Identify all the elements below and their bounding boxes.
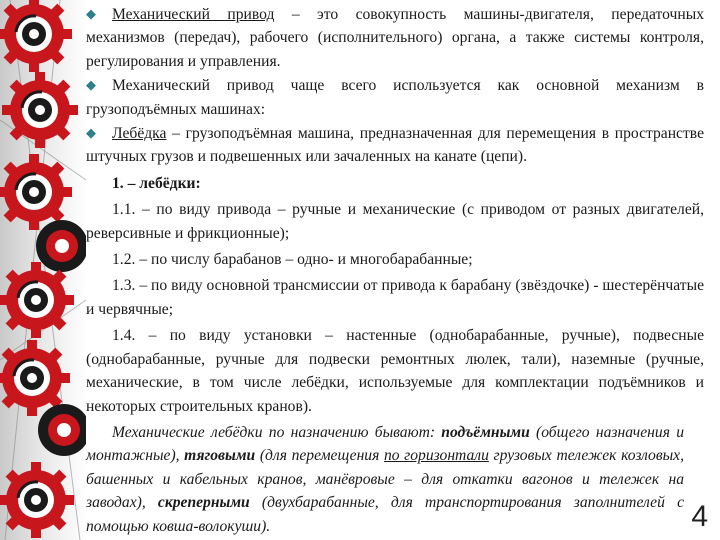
bullet-icon: ◆ bbox=[86, 6, 96, 21]
purpose-text: грузовых тележек козловых, башенных и кабельных кранов, манёвровые – для откатки вагонов и тележек на заводах), bbox=[86, 447, 684, 512]
purpose-paragraph bbox=[86, 421, 704, 538]
page-number: 4 bbox=[691, 500, 708, 533]
bullet-paragraph-3 bbox=[86, 121, 704, 169]
bullet-text: чаще всего используется как основной механизм в грузоподъёмных машинах: bbox=[86, 77, 704, 118]
purpose-underlined: по горизонтали bbox=[383, 447, 489, 465]
list-item: 1.4. – по виду установки – настенные (однобарабанные, ручные), подвесные (однобарабанные, ручные для подвески ремонтных люлек, тали), наземные (ручные, механические, в том числе лебёдки, используемые для комплектации подъёмников и некоторых строительных кранов). bbox=[86, 327, 704, 415]
purpose-text: (двухбарабанные, для транспортирования заполнителей с помощью ковша-волокуши). bbox=[86, 494, 684, 535]
bullet-term: Механический привод bbox=[112, 6, 275, 23]
gear-decoration-strip bbox=[0, 0, 86, 540]
bullet-term: Лебёдка bbox=[112, 125, 167, 143]
section-heading: 1. – лебёдки: bbox=[112, 174, 201, 192]
purpose-text: Механические лебёдки по назначению бывают: bbox=[112, 423, 442, 441]
bullet-text: – грузоподъёмная машина, предназначенная для перемещения в пространстве штучных грузов и подвешенных или зачаленных на канате (цепи). bbox=[86, 125, 704, 166]
gear-decoration-icon bbox=[0, 0, 86, 540]
list-item: 1.2. – по числу барабанов – одно- и многобарабанные; bbox=[112, 251, 473, 269]
bullet-paragraph-2 bbox=[86, 73, 704, 121]
bullet-icon: ◆ bbox=[86, 125, 96, 141]
list-item: 1.3. – по виду основной трансмиссии от привода к барабану (звёздочке) - шестерёнчатые и червячные; bbox=[86, 277, 704, 318]
bullet-paragraph-1 bbox=[86, 2, 704, 73]
purpose-term: подъёмными bbox=[441, 423, 530, 441]
slide-content bbox=[86, 2, 704, 538]
purpose-term: скреперными bbox=[157, 494, 250, 512]
bullet-icon: ◆ bbox=[86, 77, 96, 93]
bullet-text: – это совокупность машины-двигателя, передаточных механизмов (передач), рабочего (исполнительного) органа, а также системы контроля, регулирования и управления. bbox=[86, 6, 704, 70]
purpose-text: (для перемещения bbox=[255, 447, 384, 465]
list-item: 1.1. – по виду привода – ручные и механические (с приводом от разных двигателей, реверсивные и фрикционные); bbox=[86, 201, 704, 242]
purpose-text: (общего назначения и монтажные), bbox=[86, 423, 684, 465]
bullet-term: Механический привод bbox=[112, 77, 274, 95]
purpose-term: тяговыми bbox=[184, 447, 256, 465]
